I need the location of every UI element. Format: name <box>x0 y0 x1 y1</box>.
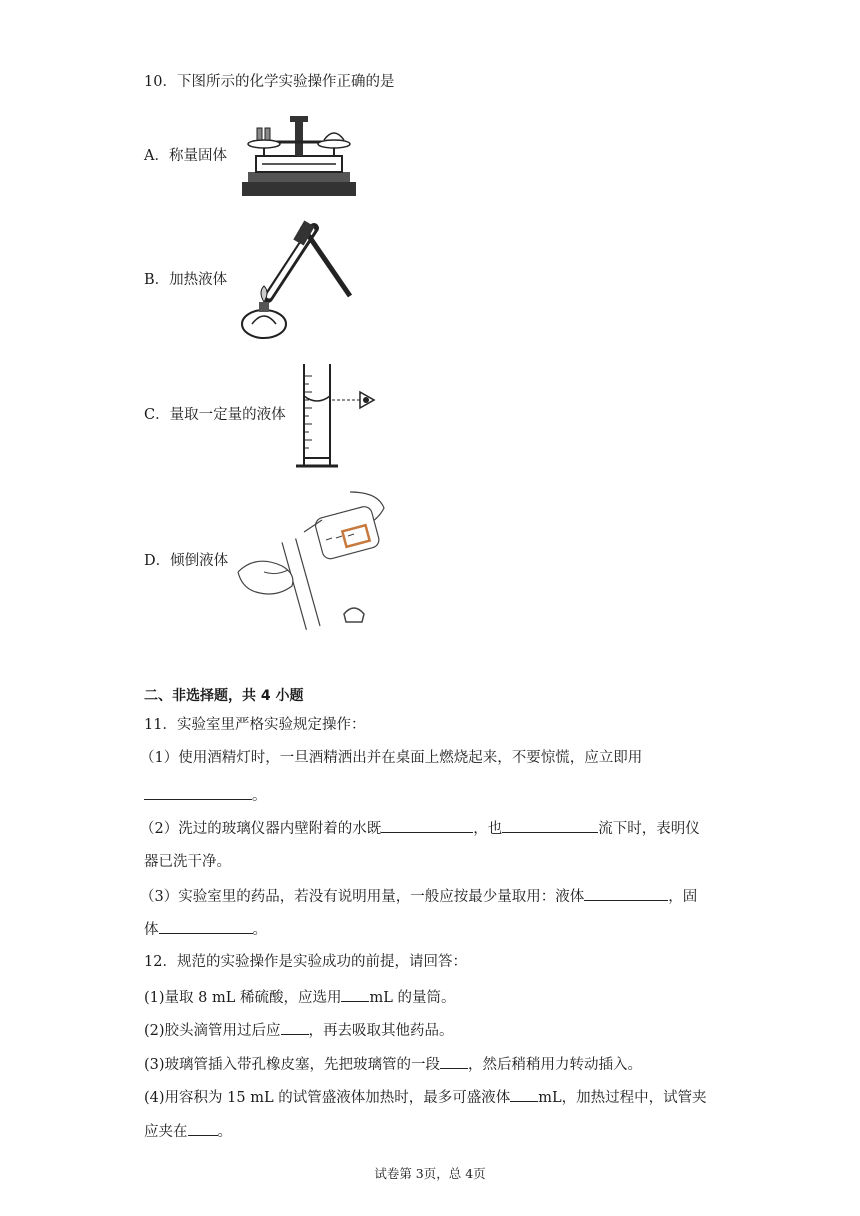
q12-part1-text-a: (1)量取 8 mL 稀硫酸，应选用 <box>144 990 342 1006</box>
q11-part1-end: 。 <box>252 788 267 804</box>
answer-blank[interactable] <box>188 1120 218 1136</box>
answer-blank[interactable] <box>381 817 473 833</box>
q11-stem: 11．实验室里严格实验规定操作： <box>144 717 366 733</box>
balance-figure <box>238 112 360 198</box>
q12-stem: 12．规范的实验操作是实验成功的前提，请回答： <box>144 954 467 970</box>
q12-part4-text-a: (4)用容积为 15 mL 的试管盛液体加热时，最多可盛液体 <box>144 1090 511 1106</box>
q11-part3-text-d: 。 <box>252 922 267 938</box>
q12-part2-text-b: ，再去吸取其他药品。 <box>308 1023 454 1039</box>
q11-part1-text: （1）使用酒精灯时，一旦酒精洒出并在桌面上燃烧起来，不要惊慌，应立即用 <box>140 750 643 766</box>
answer-blank[interactable] <box>584 885 668 901</box>
q12-part2-text-a: (2)胶头滴管用过后应 <box>144 1023 281 1039</box>
answer-blank[interactable] <box>281 1019 309 1035</box>
answer-blank[interactable] <box>341 986 369 1002</box>
option-c-label: C．量取一定量的液体 <box>144 407 286 423</box>
option-b-label: B．加热液体 <box>144 272 228 288</box>
q11-part2-text-a: （2）洗过的玻璃仪器内壁附着的水既 <box>140 821 382 837</box>
answer-blank[interactable] <box>502 817 598 833</box>
section-title: 二、非选择题，共 4 小题 <box>144 688 304 704</box>
q11-part1-answer-line <box>144 784 267 806</box>
option-a-label: A．称量固体 <box>144 148 227 164</box>
q11-part3-line2 <box>144 918 267 940</box>
q11-part2-text-c: 流下时，表明仪 <box>598 821 700 837</box>
q12-part3-text-a: (3)玻璃管插入带孔橡皮塞，先把玻璃管的一段 <box>144 1057 441 1073</box>
q12-part4-line <box>144 1086 707 1108</box>
q11-part2-line <box>140 817 710 839</box>
q10-stem: 10．下图所示的化学实验操作正确的是 <box>144 74 395 90</box>
q11-part3-text-c: 体 <box>144 922 159 938</box>
q12-part4-line2 <box>144 1120 232 1142</box>
q12-part1-text-b: mL 的量筒。 <box>369 990 456 1006</box>
answer-blank[interactable] <box>144 784 252 800</box>
q11-part3-line <box>140 885 697 907</box>
q11-part3-text-b: ，固 <box>668 889 698 905</box>
q11-part3-text-a: （3）实验室里的药品，若没有说明用量，一般应按最少量取用：液体 <box>140 889 585 905</box>
q12-part4-text-d: 。 <box>217 1124 232 1140</box>
q12-part3-line <box>144 1053 642 1075</box>
answer-blank[interactable] <box>159 918 253 934</box>
option-d-label: D．倾倒液体 <box>144 553 229 569</box>
q12-part1-line <box>144 986 455 1008</box>
answer-blank[interactable] <box>440 1053 468 1069</box>
heating-liquid-figure <box>232 220 356 342</box>
answer-blank[interactable] <box>510 1086 538 1102</box>
q12-part4-text-b: mL，加热过程中，试管夹 <box>538 1090 707 1106</box>
q12-part2-line <box>144 1019 454 1041</box>
q11-part2-text-b: ，也 <box>473 821 503 837</box>
q12-part4-text-c: 应夹在 <box>144 1124 188 1140</box>
graduated-cylinder-figure <box>294 362 380 468</box>
q12-part3-text-b: ，然后稍稍用力转动插入。 <box>468 1057 643 1073</box>
page-footer: 试卷第 3页，总 4页 <box>374 1166 486 1181</box>
pouring-liquid-figure <box>236 488 388 634</box>
q11-part2-text-d: 器已洗干净。 <box>144 854 231 870</box>
